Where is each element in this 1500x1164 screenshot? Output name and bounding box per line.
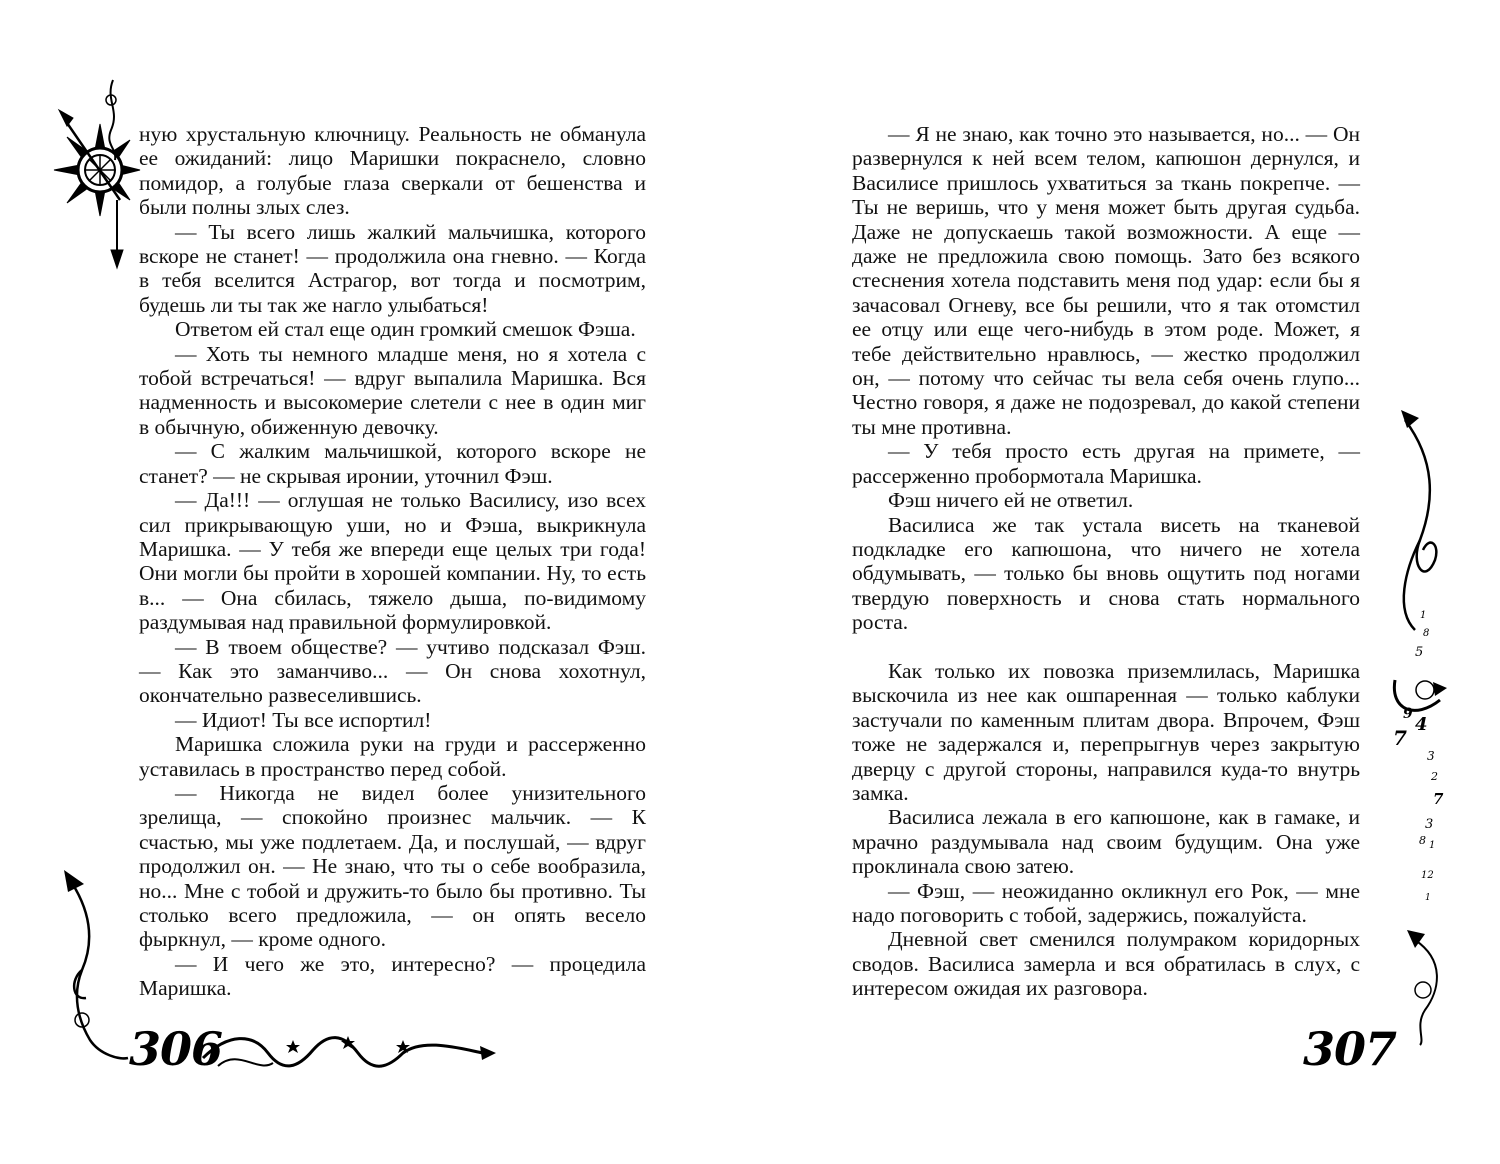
paragraph: — Хоть ты немного младше меня, но я хотела с тобой встречаться! — вдруг выпалила Маришка. Вся надменность и высокомерие слетели с нее в один миг в обычную, обиженную девочку. [139, 341, 646, 439]
svg-text:12: 12 [1421, 870, 1434, 881]
paragraph: Фэш ничего ей не ответил. [888, 488, 1134, 513]
right-page-text [852, 122, 1360, 1001]
svg-text:3: 3 [1425, 817, 1434, 832]
paragraph: — Я не знаю, как точно это называется, но... — Он развернулся к ней всем телом, капюшон дернулся, и Василисе пришлось ухватиться за ткань покрепче. — Ты не веришь, что у меня может быть другая судьба. Даже не допускаешь такой возможности. А еще — даже не предложила свою помощь. Зато без всякого стеснения хотела подставить меня под удар: если бы я зачасовал Огневу, все бы решили, что я так отомстил ее отцу или еще чего-нибудь в этом роде. Может, я тебе действительно нравлюсь, — жестко продолжил он, — потому что сейчас ты вела себя очень глупо... Честно говоря, я даже не подозревал, до какой степени ты мне противна. [852, 122, 1360, 439]
svg-text:1: 1 [1425, 893, 1431, 903]
svg-text:3: 3 [1427, 749, 1435, 763]
arrow-vine-icon [198, 1028, 498, 1078]
paragraph: Как только их повозка приземлилась, Маришка выскочила из нее как ошпаренная — только каблуки застучали по каменным плитам двора. Впрочем, Фэш тоже не задержался и, перепрыгнув через закрытую дверцу с другой стороны, направился куда-то внутрь замка. [852, 658, 1360, 805]
compass-sun-icon [45, 70, 145, 270]
clock-digits [1393, 610, 1444, 903]
svg-text:4: 4 [1415, 714, 1428, 735]
paragraph: — Идиот! Ты все испортил! [175, 707, 432, 732]
star-icon [286, 1036, 410, 1053]
svg-text:5: 5 [1415, 645, 1424, 660]
paragraph: — У тебя просто есть другая на примете, — рассерженно пробормотала Маришка. [852, 439, 1360, 488]
svg-text:7: 7 [1393, 726, 1407, 750]
paragraph: — В твоем обществе? — учтиво подсказал Фэш. — Как это заманчиво... — Он снова хохотнул, окончательно развеселившись. [139, 634, 646, 708]
page-number: 307 [1303, 1022, 1397, 1076]
page-number: 306 [129, 1022, 223, 1076]
clock-vine-icon [1385, 400, 1485, 1050]
paragraph: — С жалким мальчишкой, которого вскоре не станет? — не скрывая иронии, уточнил Фэш. [139, 439, 646, 488]
svg-text:1: 1 [1429, 840, 1436, 851]
paragraph: Василиса лежала в его капюшоне, как в гамаке, и мрачно раздумывала над своим будущим. Она уже проклинала свою затею. [852, 805, 1360, 879]
paragraph: — Ты всего лишь жалкий мальчишка, которого вскоре не станет! — продолжила она гневно. — Когда в тебя вселится Астрагор, вот тогда и посмотрим, будешь ли ты так же нагло улыбаться! [139, 219, 646, 317]
paragraph: — Никогда не видел более унизительного зрелища, — спокойно произнес мальчик. — К счастью, мы уже подлетаем. Да, и послушай, — вдруг продолжил он. — Не знаю, что ты о себе вообразила, но... Мне с тобой и дружить-то было бы противно. Ты столько всего предложила, — он опять весело фыркнул, — кроме одного. [139, 780, 646, 952]
svg-text:7: 7 [1433, 790, 1444, 808]
paragraph: — Да!!! — оглушая не только Василису, изо всех сил прикрывающую уши, но и Фэша, выкрикнула Маришка. — У тебя же впереди еще целых три года! Они могли бы пройти в хорошей компании. Ну, то есть в... — Она сбилась, тяжело дыша, по-видимому раздумывая над правильной формулировкой. [139, 488, 646, 635]
paragraph: Василиса же так устала висеть на тканевой подкладке его капюшона, что ничего не хотела обдумывать, — только бы вновь ощутить под ногами твердую поверхность и снова стать нормального роста. [852, 512, 1360, 635]
paragraph: — Фэш, — неожиданно окликнул его Рок, — мне надо поговорить с тобой, задержись, пожалуйста. [852, 878, 1360, 927]
svg-text:8: 8 [1419, 834, 1426, 847]
svg-text:9: 9 [1403, 706, 1413, 722]
paragraph: Маришка сложила руки на груди и рассерженно уставилась в пространство перед собой. [139, 732, 646, 781]
paragraph: ную хрустальную ключницу. Реальность не обманула ее ожиданий: лицо Маришки покраснело, словно помидор, а голубые глаза сверкали от бешенства и были полны злых слез. [139, 122, 646, 220]
paragraph: Дневной свет сменился полумраком коридорных сводов. Василиса замерла и вся обратилась в слух, с интересом ожидая их разговора. [852, 927, 1360, 1001]
paragraph: Ответом ей стал еще один громкий смешок Фэша. [175, 317, 636, 342]
svg-text:8: 8 [1423, 628, 1430, 639]
svg-text:1: 1 [1420, 610, 1427, 621]
svg-text:2: 2 [1431, 770, 1438, 783]
left-page-text [139, 122, 646, 1001]
arrow-vine-icon [60, 870, 130, 1070]
paragraph: — И чего же это, интересно? — процедила Маришка. [139, 951, 646, 1001]
